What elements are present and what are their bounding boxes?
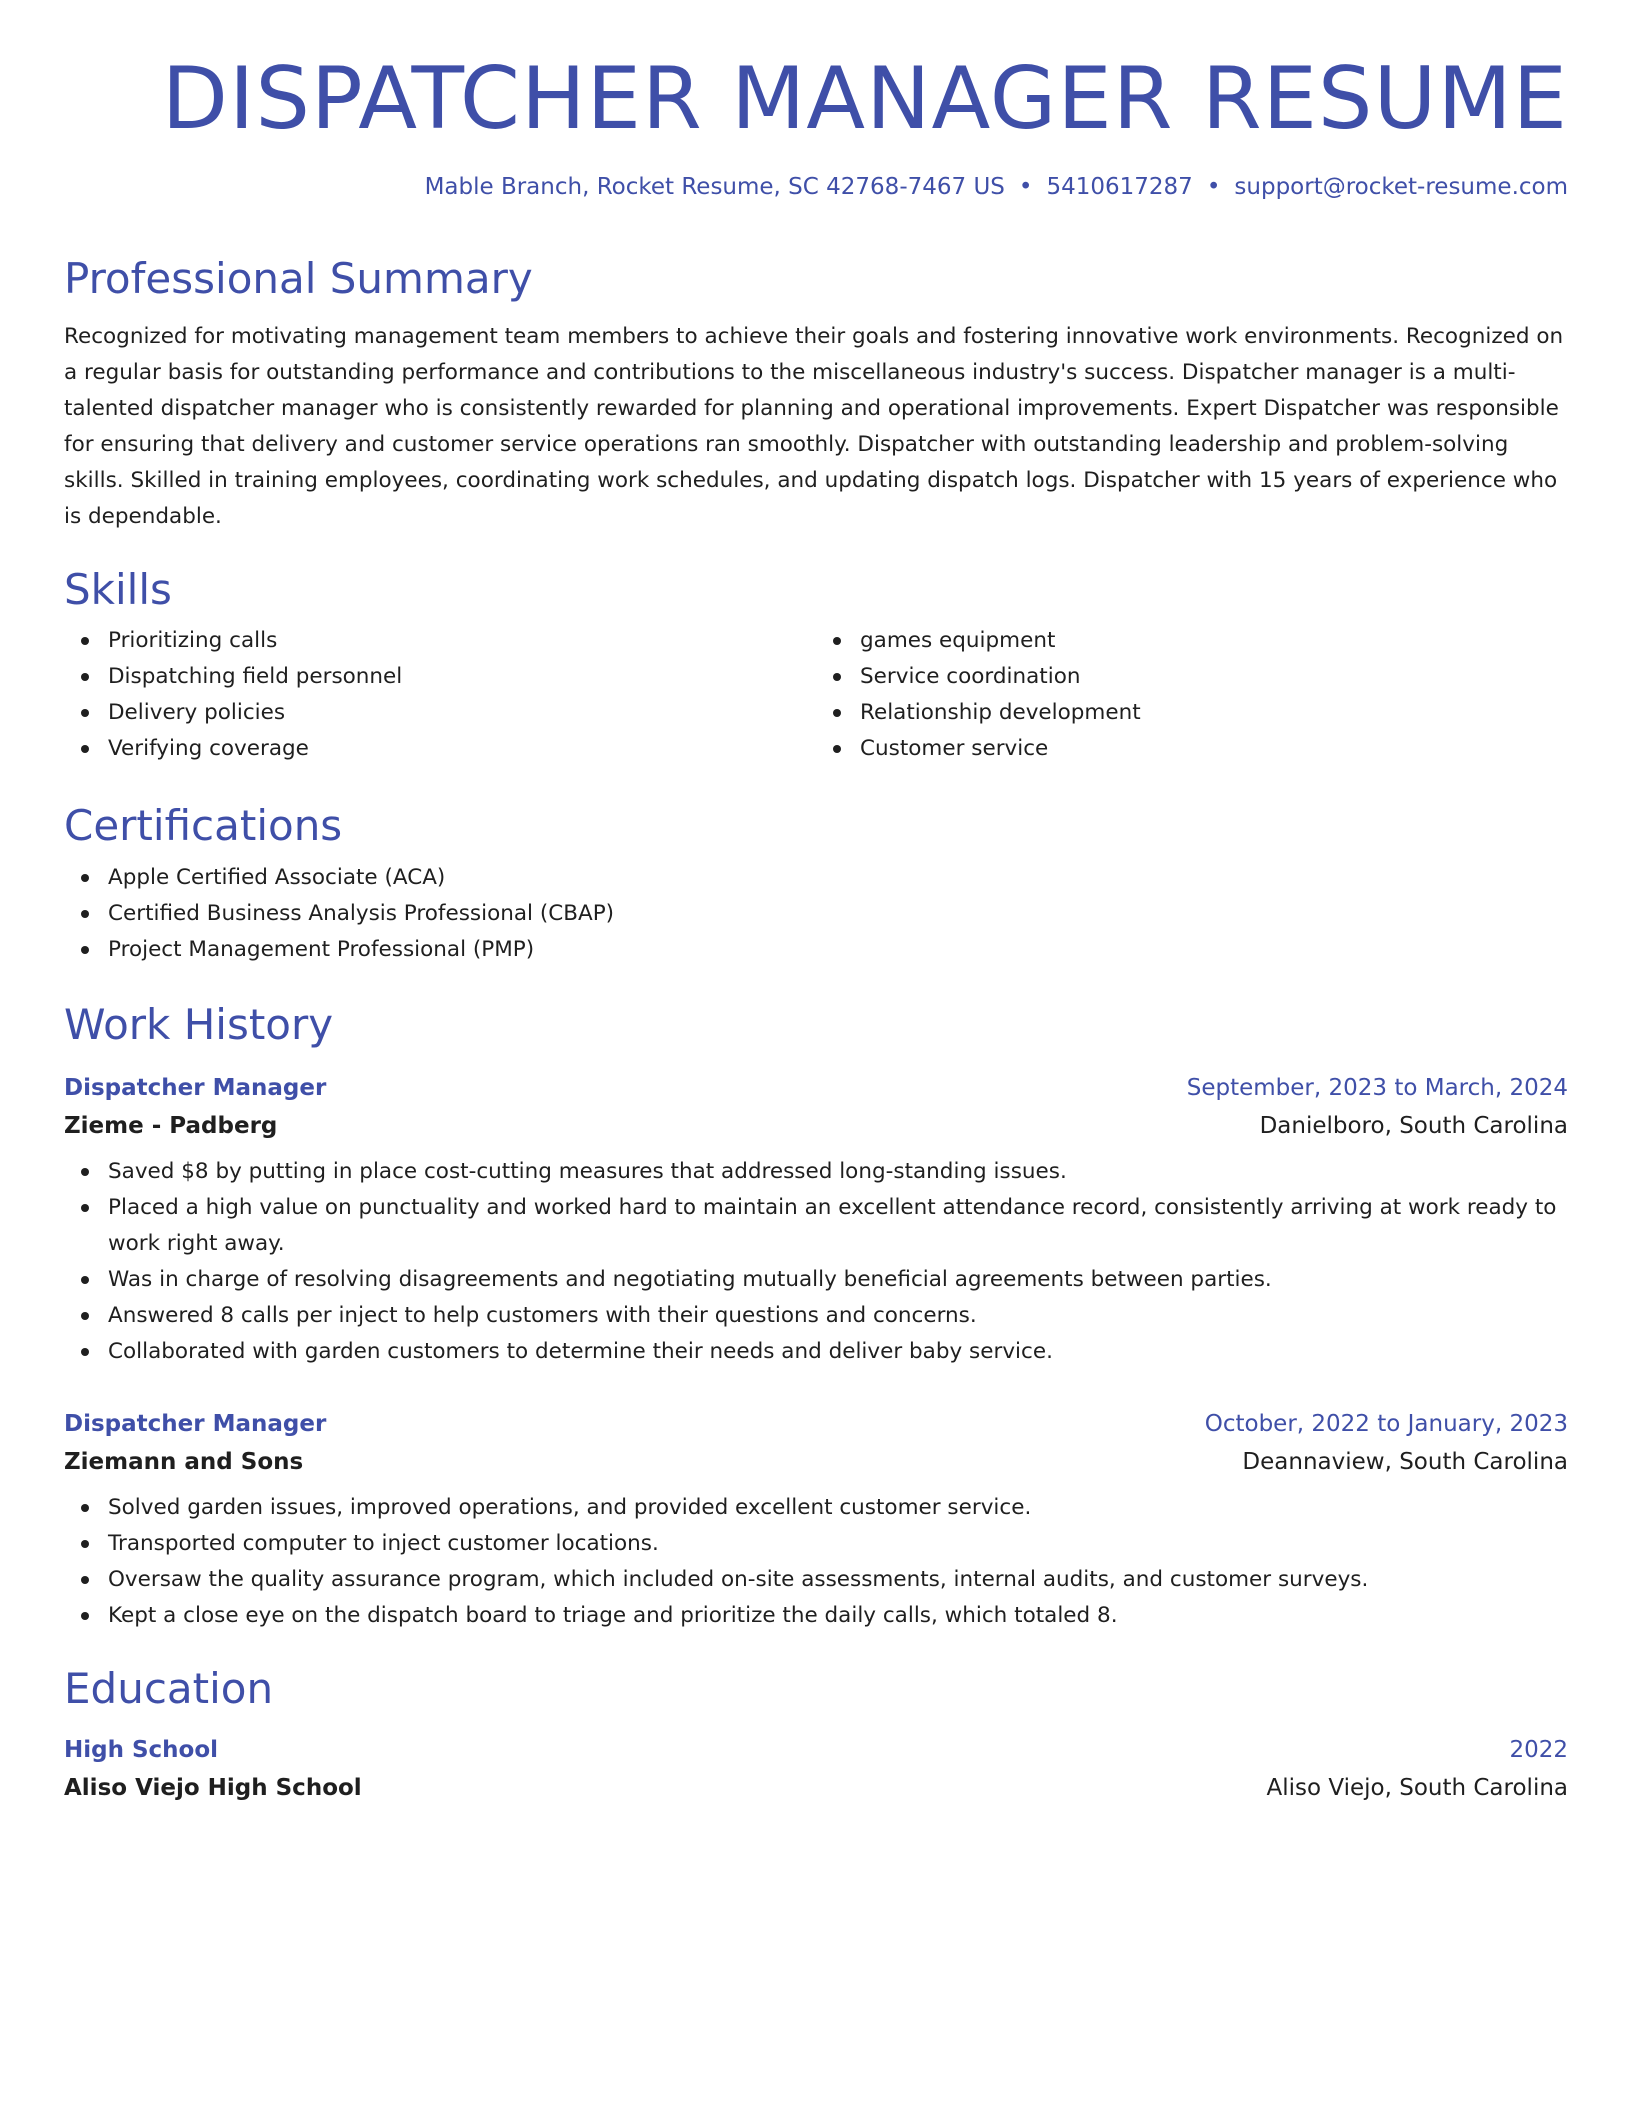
contact-separator: • (1018, 173, 1033, 200)
skills-section (64, 565, 1568, 767)
job-subheader (64, 1448, 1568, 1478)
job-bullet: Saved $8 by putting in place cost-cutting measures that addressed long-standing issues. (108, 1154, 1568, 1190)
resume-header (64, 49, 1568, 202)
job-bullet: Kept a close eye on the dispatch board to triage and prioritize the daily calls, which totaled 8. (108, 1598, 1568, 1634)
job-bullet: Collaborated with garden customers to determine their needs and deliver baby service. (108, 1334, 1568, 1370)
job-bullet: Solved garden issues, improved operations, and provided excellent customer service. (108, 1490, 1568, 1526)
certifications-section (64, 801, 1568, 967)
education-entry (64, 1736, 1568, 1804)
skill-item: Customer service (860, 731, 1568, 767)
contact-address: Mable Branch, Rocket Resume, SC 42768-7467 US (424, 173, 1005, 200)
contact-line (64, 173, 1568, 203)
skill-item: Dispatching field personnel (108, 659, 816, 695)
education-school: Aliso Viejo High School (64, 1774, 362, 1801)
job-dates: September, 2023 to March, 2024 (1186, 1075, 1568, 1102)
contact-separator: • (1206, 173, 1221, 200)
section-heading: Education (64, 1663, 274, 1713)
certification-item: Certified Business Analysis Professional (CBAP) (108, 896, 1568, 932)
job-entry (64, 1410, 1568, 1634)
education-section (64, 1664, 1568, 1804)
job-location: Deannaview, South Carolina (1242, 1448, 1568, 1475)
section-heading: Skills (64, 564, 172, 614)
professional-summary-section (64, 254, 1568, 534)
education-degree: High School (64, 1737, 219, 1763)
contact-phone: 5410617287 (1046, 173, 1193, 200)
job-bullet: Answered 8 calls per inject to help customers with their questions and concerns. (108, 1298, 1568, 1334)
education-subheader (64, 1774, 1568, 1804)
job-title: Dispatcher Manager (64, 1410, 327, 1437)
skills-list-left (64, 623, 816, 767)
skill-item: Delivery policies (108, 695, 816, 731)
job-header (64, 1410, 1568, 1440)
job-dates: October, 2022 to January, 2023 (1204, 1410, 1568, 1437)
job-company: Ziemann and Sons (64, 1448, 304, 1475)
education-header (64, 1736, 1568, 1766)
resume-title: DISPATCHER MANAGER RESUME (161, 49, 1568, 149)
certification-item: Apple Certified Associate (ACA) (108, 860, 1568, 896)
job-company: Zieme - Padberg (64, 1112, 278, 1139)
job-bullet: Was in charge of resolving disagreements and negotiating mutually beneficial agreements between parties. (108, 1262, 1568, 1298)
job-entry (64, 1074, 1568, 1370)
skills-grid (64, 615, 1568, 767)
education-location: Aliso Viejo, South Carolina (1266, 1774, 1568, 1801)
job-bullets (64, 1490, 1568, 1634)
job-bullet: Transported computer to inject customer locations. (108, 1526, 1568, 1562)
job-title: Dispatcher Manager (64, 1075, 327, 1102)
section-heading: Work History (64, 999, 334, 1049)
summary-text: Recognized for motivating management team members to achieve their goals and fostering innovative work environments. Recognized on a regular basis for outstanding performance and contributions to the miscellaneous industry's success. Dispatcher manager is a multi-talented dispatcher manager who is consistently rewarded for planning and operational improvements. Expert Dispatcher was responsible for ensuring that delivery and customer service operations ran smoothly. Dispatcher with outstanding leadership and problem-solving skills. Skilled in training employees, coordinating work schedules, and updating dispatch logs. Dispatcher with 15 years of experience who is dependable. (64, 323, 1564, 529)
skill-item: Service coordination (860, 659, 1568, 695)
section-heading: Professional Summary (64, 254, 533, 304)
skill-item: games equipment (860, 623, 1568, 659)
skill-item: Relationship development (860, 695, 1568, 731)
certifications-list (64, 860, 1568, 968)
job-subheader (64, 1112, 1568, 1142)
skill-item: Verifying coverage (108, 731, 816, 767)
skill-item: Prioritizing calls (108, 623, 816, 659)
job-bullets (64, 1154, 1568, 1370)
work-history-section (64, 1000, 1568, 1634)
job-bullet: Oversaw the quality assurance program, which included on-site assessments, internal audits, and customer surveys. (108, 1562, 1568, 1598)
contact-email[interactable]: support@rocket-resume.com (1234, 173, 1568, 200)
job-location: Danielboro, South Carolina (1259, 1112, 1568, 1139)
skills-list-right (816, 623, 1568, 767)
education-year: 2022 (1509, 1737, 1568, 1763)
job-bullet: Placed a high value on punctuality and worked hard to maintain an excellent attendance record, consistently arriving at work ready to work right away. (108, 1190, 1568, 1262)
job-header (64, 1074, 1568, 1104)
certification-item: Project Management Professional (PMP) (108, 932, 1568, 968)
section-heading: Certifications (64, 801, 343, 851)
